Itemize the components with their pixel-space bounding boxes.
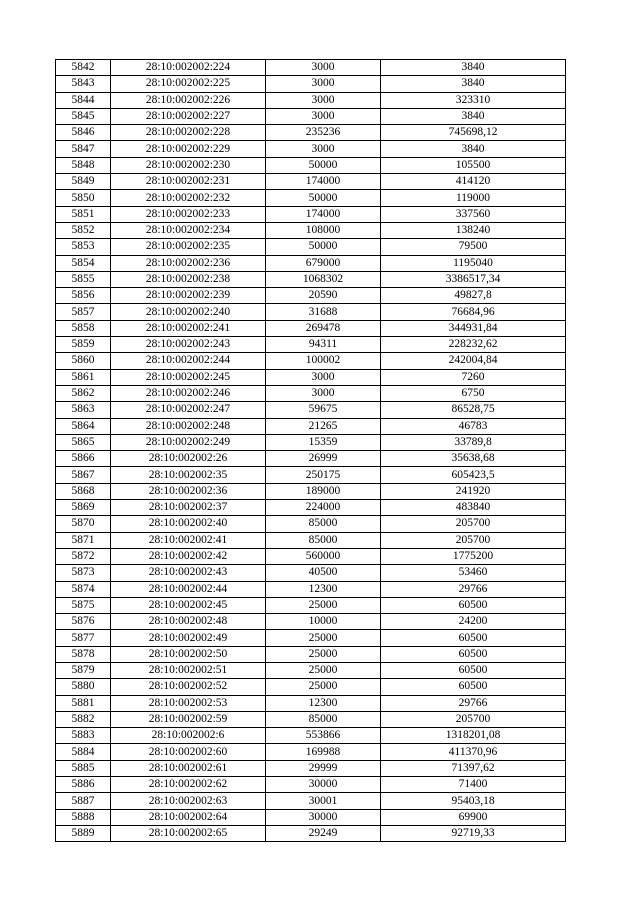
area-cell: 174000: [266, 206, 381, 222]
row-number-cell: 5868: [56, 483, 111, 499]
area-cell: 3000: [266, 141, 381, 157]
area-cell: 108000: [266, 222, 381, 238]
parcel-table: [55, 59, 566, 842]
row-number-cell: 5859: [56, 337, 111, 353]
row-number-cell: 5846: [56, 125, 111, 141]
cadastral-number-cell: 28:10:002002:59: [111, 711, 266, 727]
row-number-cell: 5880: [56, 679, 111, 695]
row-number-cell: 5848: [56, 157, 111, 173]
table-row: [56, 793, 566, 809]
value-cell: 92719,33: [381, 825, 566, 841]
value-cell: 60500: [381, 679, 566, 695]
area-cell: 3000: [266, 108, 381, 124]
row-number-cell: 5870: [56, 516, 111, 532]
cadastral-number-cell: 28:10:002002:42: [111, 548, 266, 564]
cadastral-number-cell: 28:10:002002:235: [111, 239, 266, 255]
table-row: [56, 711, 566, 727]
value-cell: 3840: [381, 141, 566, 157]
row-number-cell: 5877: [56, 630, 111, 646]
row-number-cell: 5881: [56, 695, 111, 711]
table-row: [56, 500, 566, 516]
table-row: [56, 516, 566, 532]
value-cell: 46783: [381, 418, 566, 434]
table-row: [56, 92, 566, 108]
row-number-cell: 5845: [56, 108, 111, 124]
area-cell: 3000: [266, 385, 381, 401]
value-cell: 29766: [381, 581, 566, 597]
area-cell: 59675: [266, 402, 381, 418]
cadastral-number-cell: 28:10:002002:45: [111, 597, 266, 613]
area-cell: 560000: [266, 548, 381, 564]
table-row: [56, 760, 566, 776]
area-cell: 50000: [266, 190, 381, 206]
table-row: [56, 141, 566, 157]
row-number-cell: 5863: [56, 402, 111, 418]
cadastral-number-cell: 28:10:002002:243: [111, 337, 266, 353]
area-cell: 50000: [266, 157, 381, 173]
area-cell: 174000: [266, 174, 381, 190]
cadastral-number-cell: 28:10:002002:37: [111, 500, 266, 516]
cadastral-number-cell: 28:10:002002:48: [111, 614, 266, 630]
row-number-cell: 5844: [56, 92, 111, 108]
row-number-cell: 5852: [56, 222, 111, 238]
row-number-cell: 5888: [56, 809, 111, 825]
table-row: [56, 597, 566, 613]
cadastral-number-cell: 28:10:002002:233: [111, 206, 266, 222]
row-number-cell: 5875: [56, 597, 111, 613]
area-cell: 29999: [266, 760, 381, 776]
area-cell: 12300: [266, 581, 381, 597]
cadastral-number-cell: 28:10:002002:246: [111, 385, 266, 401]
cadastral-number-cell: 28:10:002002:60: [111, 744, 266, 760]
cadastral-number-cell: 28:10:002002:231: [111, 174, 266, 190]
table-row: [56, 744, 566, 760]
value-cell: 241920: [381, 483, 566, 499]
value-cell: 95403,18: [381, 793, 566, 809]
area-cell: 100002: [266, 353, 381, 369]
cadastral-number-cell: 28:10:002002:247: [111, 402, 266, 418]
cadastral-number-cell: 28:10:002002:224: [111, 60, 266, 76]
value-cell: 205700: [381, 516, 566, 532]
value-cell: 3386517,34: [381, 271, 566, 287]
cadastral-number-cell: 28:10:002002:245: [111, 369, 266, 385]
value-cell: 69900: [381, 809, 566, 825]
area-cell: 25000: [266, 646, 381, 662]
value-cell: 86528,75: [381, 402, 566, 418]
cadastral-number-cell: 28:10:002002:41: [111, 532, 266, 548]
row-number-cell: 5851: [56, 206, 111, 222]
cadastral-number-cell: 28:10:002002:249: [111, 434, 266, 450]
cadastral-number-cell: 28:10:002002:228: [111, 125, 266, 141]
value-cell: 60500: [381, 646, 566, 662]
table-row: [56, 418, 566, 434]
value-cell: 323310: [381, 92, 566, 108]
cadastral-number-cell: 28:10:002002:36: [111, 483, 266, 499]
value-cell: 33789,8: [381, 434, 566, 450]
table-row: [56, 532, 566, 548]
area-cell: 224000: [266, 500, 381, 516]
area-cell: 3000: [266, 76, 381, 92]
row-number-cell: 5843: [56, 76, 111, 92]
table-row: [56, 255, 566, 271]
table-row: [56, 190, 566, 206]
cadastral-number-cell: 28:10:002002:44: [111, 581, 266, 597]
area-cell: 31688: [266, 304, 381, 320]
value-cell: 60500: [381, 630, 566, 646]
table-row: [56, 614, 566, 630]
row-number-cell: 5874: [56, 581, 111, 597]
value-cell: 337560: [381, 206, 566, 222]
value-cell: 49827,8: [381, 288, 566, 304]
table-row: [56, 728, 566, 744]
cadastral-number-cell: 28:10:002002:234: [111, 222, 266, 238]
value-cell: 105500: [381, 157, 566, 173]
area-cell: 250175: [266, 467, 381, 483]
cadastral-number-cell: 28:10:002002:229: [111, 141, 266, 157]
table-row: [56, 695, 566, 711]
area-cell: 85000: [266, 711, 381, 727]
value-cell: 71400: [381, 777, 566, 793]
value-cell: 6750: [381, 385, 566, 401]
cadastral-number-cell: 28:10:002002:6: [111, 728, 266, 744]
row-number-cell: 5869: [56, 500, 111, 516]
cadastral-number-cell: 28:10:002002:225: [111, 76, 266, 92]
cadastral-number-cell: 28:10:002002:53: [111, 695, 266, 711]
cadastral-number-cell: 28:10:002002:52: [111, 679, 266, 695]
row-number-cell: 5854: [56, 255, 111, 271]
row-number-cell: 5886: [56, 777, 111, 793]
table-row: [56, 222, 566, 238]
area-cell: 50000: [266, 239, 381, 255]
area-cell: 94311: [266, 337, 381, 353]
row-number-cell: 5876: [56, 614, 111, 630]
cadastral-number-cell: 28:10:002002:238: [111, 271, 266, 287]
cadastral-number-cell: 28:10:002002:244: [111, 353, 266, 369]
cadastral-number-cell: 28:10:002002:49: [111, 630, 266, 646]
value-cell: 3840: [381, 108, 566, 124]
table-row: [56, 157, 566, 173]
area-cell: 26999: [266, 451, 381, 467]
row-number-cell: 5864: [56, 418, 111, 434]
cadastral-number-cell: 28:10:002002:63: [111, 793, 266, 809]
area-cell: 30000: [266, 809, 381, 825]
value-cell: 205700: [381, 711, 566, 727]
cadastral-number-cell: 28:10:002002:50: [111, 646, 266, 662]
row-number-cell: 5866: [56, 451, 111, 467]
table-row: [56, 646, 566, 662]
value-cell: 138240: [381, 222, 566, 238]
area-cell: 30000: [266, 777, 381, 793]
cadastral-number-cell: 28:10:002002:240: [111, 304, 266, 320]
cadastral-number-cell: 28:10:002002:230: [111, 157, 266, 173]
table-row: [56, 777, 566, 793]
value-cell: 119000: [381, 190, 566, 206]
table-row: [56, 548, 566, 564]
area-cell: 40500: [266, 565, 381, 581]
cadastral-number-cell: 28:10:002002:239: [111, 288, 266, 304]
table-row: [56, 320, 566, 336]
cadastral-number-cell: 28:10:002002:248: [111, 418, 266, 434]
area-cell: 189000: [266, 483, 381, 499]
row-number-cell: 5847: [56, 141, 111, 157]
value-cell: 1318201,08: [381, 728, 566, 744]
cadastral-number-cell: 28:10:002002:236: [111, 255, 266, 271]
row-number-cell: 5882: [56, 711, 111, 727]
value-cell: 483840: [381, 500, 566, 516]
cadastral-number-cell: 28:10:002002:65: [111, 825, 266, 841]
cadastral-number-cell: 28:10:002002:227: [111, 108, 266, 124]
area-cell: 15359: [266, 434, 381, 450]
table-row: [56, 451, 566, 467]
cadastral-number-cell: 28:10:002002:232: [111, 190, 266, 206]
table-row: [56, 565, 566, 581]
value-cell: 60500: [381, 597, 566, 613]
cadastral-number-cell: 28:10:002002:43: [111, 565, 266, 581]
area-cell: 25000: [266, 630, 381, 646]
value-cell: 605423,5: [381, 467, 566, 483]
row-number-cell: 5849: [56, 174, 111, 190]
value-cell: 1775200: [381, 548, 566, 564]
row-number-cell: 5862: [56, 385, 111, 401]
table-row: [56, 483, 566, 499]
row-number-cell: 5887: [56, 793, 111, 809]
row-number-cell: 5853: [56, 239, 111, 255]
value-cell: 411370,96: [381, 744, 566, 760]
row-number-cell: 5857: [56, 304, 111, 320]
table-row: [56, 337, 566, 353]
cadastral-number-cell: 28:10:002002:241: [111, 320, 266, 336]
area-cell: 235236: [266, 125, 381, 141]
cadastral-number-cell: 28:10:002002:26: [111, 451, 266, 467]
value-cell: 1195040: [381, 255, 566, 271]
row-number-cell: 5885: [56, 760, 111, 776]
value-cell: 3840: [381, 60, 566, 76]
value-cell: 76684,96: [381, 304, 566, 320]
row-number-cell: 5884: [56, 744, 111, 760]
row-number-cell: 5871: [56, 532, 111, 548]
value-cell: 35638,68: [381, 451, 566, 467]
row-number-cell: 5861: [56, 369, 111, 385]
area-cell: 679000: [266, 255, 381, 271]
row-number-cell: 5883: [56, 728, 111, 744]
cadastral-number-cell: 28:10:002002:226: [111, 92, 266, 108]
parcel-table-body: [56, 60, 566, 842]
row-number-cell: 5850: [56, 190, 111, 206]
area-cell: 25000: [266, 662, 381, 678]
table-row: [56, 271, 566, 287]
cadastral-number-cell: 28:10:002002:40: [111, 516, 266, 532]
table-row: [56, 809, 566, 825]
row-number-cell: 5856: [56, 288, 111, 304]
area-cell: 20590: [266, 288, 381, 304]
area-cell: 1068302: [266, 271, 381, 287]
area-cell: 3000: [266, 60, 381, 76]
table-row: [56, 125, 566, 141]
area-cell: 10000: [266, 614, 381, 630]
table-row: [56, 108, 566, 124]
row-number-cell: 5889: [56, 825, 111, 841]
table-row: [56, 825, 566, 841]
table-row: [56, 679, 566, 695]
area-cell: 85000: [266, 532, 381, 548]
value-cell: 60500: [381, 662, 566, 678]
area-cell: 30001: [266, 793, 381, 809]
cadastral-number-cell: 28:10:002002:51: [111, 662, 266, 678]
row-number-cell: 5865: [56, 434, 111, 450]
value-cell: 53460: [381, 565, 566, 581]
value-cell: 344931,84: [381, 320, 566, 336]
value-cell: 745698,12: [381, 125, 566, 141]
table-row: [56, 206, 566, 222]
row-number-cell: 5858: [56, 320, 111, 336]
row-number-cell: 5860: [56, 353, 111, 369]
table-row: [56, 76, 566, 92]
table-row: [56, 239, 566, 255]
cadastral-number-cell: 28:10:002002:64: [111, 809, 266, 825]
row-number-cell: 5855: [56, 271, 111, 287]
area-cell: 29249: [266, 825, 381, 841]
table-row: [56, 467, 566, 483]
table-row: [56, 385, 566, 401]
area-cell: 12300: [266, 695, 381, 711]
table-row: [56, 581, 566, 597]
area-cell: 269478: [266, 320, 381, 336]
area-cell: 25000: [266, 597, 381, 613]
cadastral-number-cell: 28:10:002002:61: [111, 760, 266, 776]
value-cell: 205700: [381, 532, 566, 548]
row-number-cell: 5867: [56, 467, 111, 483]
row-number-cell: 5879: [56, 662, 111, 678]
cadastral-number-cell: 28:10:002002:35: [111, 467, 266, 483]
table-row: [56, 662, 566, 678]
table-row: [56, 434, 566, 450]
value-cell: 24200: [381, 614, 566, 630]
table-row: [56, 353, 566, 369]
area-cell: 25000: [266, 679, 381, 695]
cadastral-number-cell: 28:10:002002:62: [111, 777, 266, 793]
table-row: [56, 369, 566, 385]
value-cell: 79500: [381, 239, 566, 255]
area-cell: 21265: [266, 418, 381, 434]
value-cell: 414120: [381, 174, 566, 190]
table-row: [56, 288, 566, 304]
table-row: [56, 630, 566, 646]
value-cell: 29766: [381, 695, 566, 711]
table-row: [56, 402, 566, 418]
table-row: [56, 60, 566, 76]
value-cell: 3840: [381, 76, 566, 92]
row-number-cell: 5873: [56, 565, 111, 581]
value-cell: 228232,62: [381, 337, 566, 353]
table-row: [56, 174, 566, 190]
value-cell: 7260: [381, 369, 566, 385]
value-cell: 242004,84: [381, 353, 566, 369]
area-cell: 85000: [266, 516, 381, 532]
area-cell: 3000: [266, 92, 381, 108]
row-number-cell: 5872: [56, 548, 111, 564]
value-cell: 71397,62: [381, 760, 566, 776]
area-cell: 553866: [266, 728, 381, 744]
area-cell: 169988: [266, 744, 381, 760]
table-row: [56, 304, 566, 320]
row-number-cell: 5878: [56, 646, 111, 662]
area-cell: 3000: [266, 369, 381, 385]
row-number-cell: 5842: [56, 60, 111, 76]
